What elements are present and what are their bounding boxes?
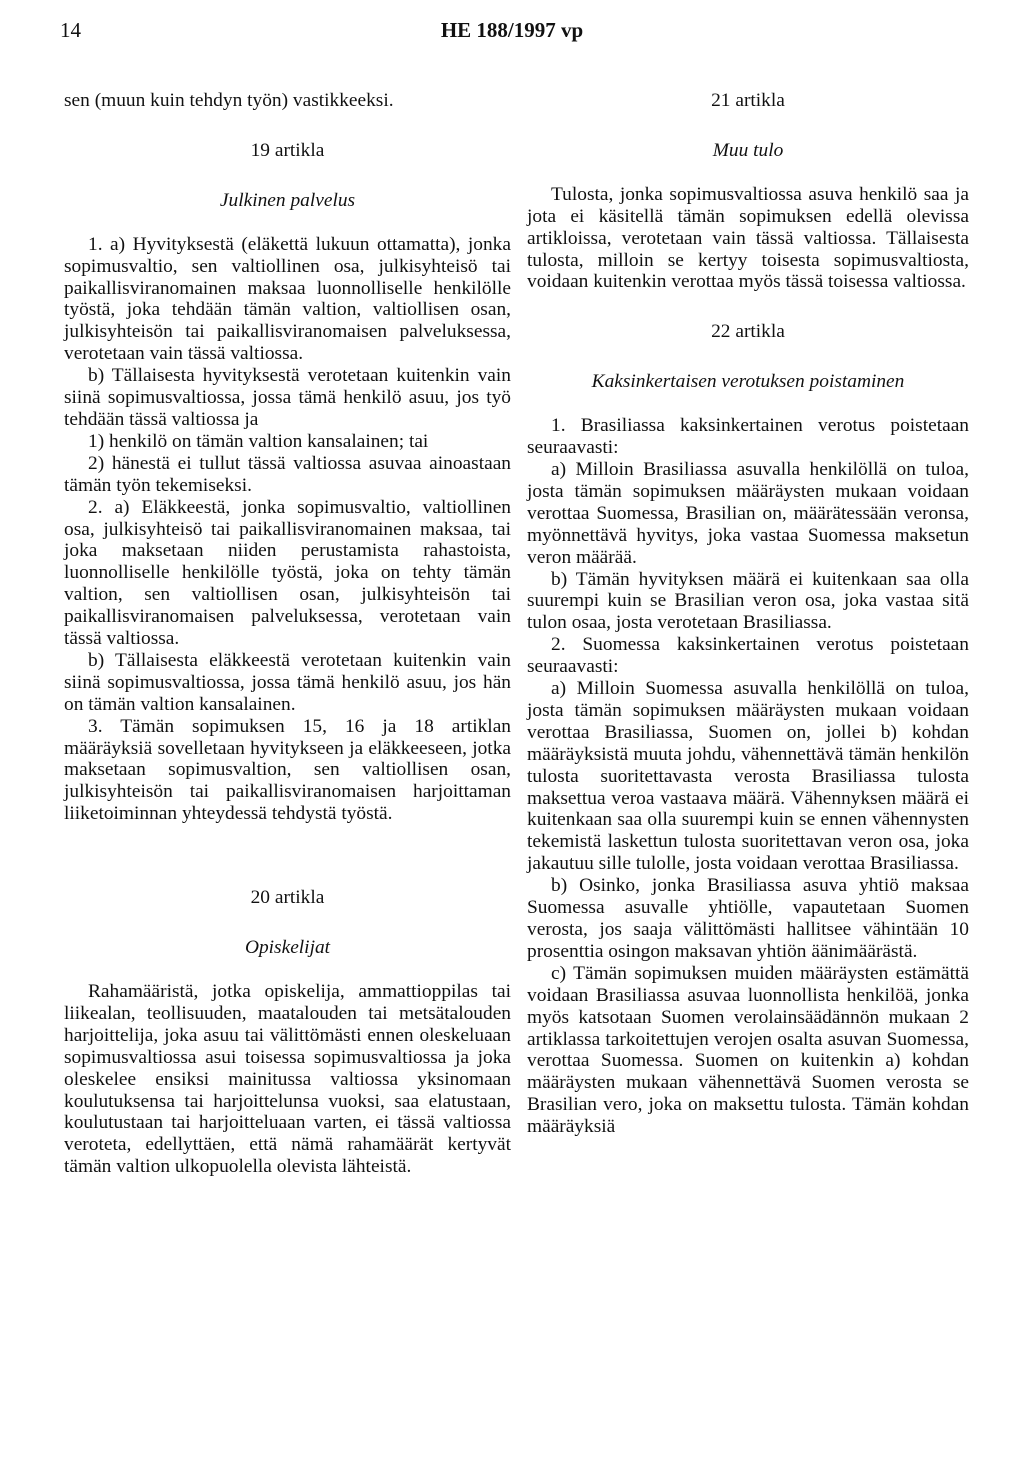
page-header	[60, 18, 964, 48]
article-20-paragraph: Rahamääristä, jotka opiskelija, ammattioppilas tai liikealan, teollisuuden, maatalouden tai metsätalouden harjoittelija, joka asuu tai välittömästi ennen oleskeluaan sopimusvaltiossa asui toisessa sopimusvaltiossa ja joka oleskelee ensiksi mainitussa valtiossa yksinomaan koulutuksensa tai harjoittelunsa vuoksi, saa elatustaan, koulutustaan tai harjoitteluaan varten, ei tässä valtiossa veroteta, edellyttäen, että nämä rahamäärät kertyvät tämän valtion ulkopuolella olevista lähteistä.	[64, 981, 511, 1178]
article-19-title: Julkinen palvelus	[219, 189, 356, 211]
article-21-number: 21 artikla	[711, 90, 785, 111]
article-19-paragraph-2b: b) Tällaisesta eläkkeestä verotetaan kuitenkin vain siinä sopimusvaltiossa, jossa tämä henkilö asuu, jos hän on tämän valtion kansalainen.	[64, 649, 511, 715]
article-21-title: Muu tulo	[712, 139, 784, 161]
article-19-paragraph-3: 3. Tämän sopimuksen 15, 16 ja 18 artiklan määräyksiä sovelletaan hyvitykseen ja eläkkeeseen, jotka maksetaan sopimusvaltion, sen valtiollisen osan, julkisyhteisön tai paikallisviranomaisen harjoittaman liiketoiminnan yhteydessä tehdystä työstä.	[64, 715, 511, 825]
article-22-number: 22 artikla	[711, 321, 785, 343]
article-21-paragraph: Tulosta, jonka sopimusvaltiossa asuva henkilö saa ja jota ei käsitellä tämän sopimuksen edellä olevissa artikloissa, verotetaan vain tässä valtiossa. Tällaisesta tulosta, milloin se kertyy toisesta sopimusvaltiosta, voidaan kuitenkin verottaa myös tässä toisessa valtiossa.	[527, 183, 969, 293]
intro-line: sen (muun kuin tehdyn työn) vastikkeeksi.	[64, 90, 394, 111]
article-19-paragraph-1a: 1. a) Hyvityksestä (eläkettä lukuun ottamatta), jonka sopimusvaltio, sen valtiollinen osa, julkisyhteisö tai paikallisviranomainen maksaa luonnolliselle henkilölle työstä, joka tehdään tämän valtion, valtiollisen osan, julkisyhteisön tai paikallisviranomaisen palveluksessa, verotetaan vain tässä valtiossa.	[64, 233, 511, 365]
article-20-title: Opiskelijat	[244, 937, 331, 959]
document-title: HE 188/1997 vp	[440, 18, 584, 42]
right-column	[527, 90, 969, 1138]
article-22-paragraph-1: 1. Brasiliassa kaksinkertainen verotus poistetaan seuraavasti:	[527, 415, 969, 459]
article-19-number: 19 artikla	[250, 139, 325, 161]
article-20-number: 20 artikla	[250, 887, 325, 909]
article-22-paragraph-2a: a) Milloin Suomessa asuvalla henkilöllä on tuloa, josta tämän sopimuksen määräysten mukaan voidaan verottaa Brasiliassa, Suomen on, jollei b) kohdan määräyksistä muuta johdu, vähennettävä tämän henkilön tulosta suoritettavasta verosta Brasiliassa tulosta maksettua veroa vastaava määrä. Vähennyksen määrä ei kuitenkaan saa olla suurempi kuin se ennen vähennysten tekemistä laskettun tulosta suoritettavan veron osa, joka jakautuu sille tulolle, josta voidaan verottaa Brasiliassa.	[527, 678, 969, 875]
article-22-paragraph-1a: a) Milloin Brasiliassa asuvalla henkilöllä on tuloa, josta tämän sopimuksen määräysten mukaan voidaan verottaa Suomessa, Brasilian on, määrätessään veronsa, myönnettävä hyvitys, joka vastaa Suomessa maksetun veron määrää.	[527, 458, 969, 568]
left-column	[64, 90, 511, 1178]
article-19-item-1: 1) henkilö on tämän valtion kansalainen; tai	[88, 430, 429, 452]
article-22-title: Kaksinkertaisen verotuksen poistaminen	[591, 371, 905, 393]
article-19-item-2: 2) hänestä ei tullut tässä valtiossa asuvaa ainoastaan tämän työn tekemiseksi.	[64, 452, 511, 496]
article-22-paragraph-2c: c) Tämän sopimuksen muiden määräysten estämättä voidaan Brasiliassa asuvaa luonnollista henkilöä, jonka myös katsotaan Suomen verolainsäädännön mukaan 2 artiklassa tarkoitettujen verojen osalta asuvan Suomessa, verottaa Suomessa. Suomen on kuitenkin a) kohdan määräysten mukaan vähennettävä Suomen verosta se Brasilian vero, joka on maksettu tulosta. Tämän kohdan määräyksiä	[527, 962, 969, 1138]
page-number: 14	[60, 18, 81, 42]
article-22-paragraph-1b: b) Tämän hyvityksen määrä ei kuitenkaan saa olla suurempi kuin se Brasilian veron osa, joka vastaa sitä tulon osaa, josta verotetaan Brasiliassa.	[527, 568, 969, 634]
article-19-paragraph-1b: b) Tällaisesta hyvityksestä verotetaan kuitenkin vain siinä sopimusvaltiossa, jossa tämä henkilö asuu, jos työ tehdään tässä valtiossa ja	[64, 365, 511, 430]
article-22-paragraph-2b: b) Osinko, jonka Brasiliassa asuva yhtiö maksaa Suomessa asuvalle yhtiölle, vapautetaan Suomen verosta, jos saaja välittömästi hallitsee vähintään 10 prosenttia osingon maksavan yhtiön äänimäärästä.	[527, 875, 969, 962]
article-19-paragraph-2a: 2. a) Eläkkeestä, jonka sopimusvaltio, valtiollinen osa, julkisyhteisö tai paikallisviranomainen maksaa, tai joka maksetaan niiden perustamista rahastoista, luonnolliselle henkilölle työstä, joka on tehty tämän valtion, sen valtiollisen osan, julkisyhteisön tai paikallisviranomaisen palveluksessa, verotetaan vain tässä valtiossa.	[64, 496, 511, 650]
article-22-paragraph-2: 2. Suomessa kaksinkertainen verotus poistetaan seuraavasti:	[527, 634, 969, 678]
